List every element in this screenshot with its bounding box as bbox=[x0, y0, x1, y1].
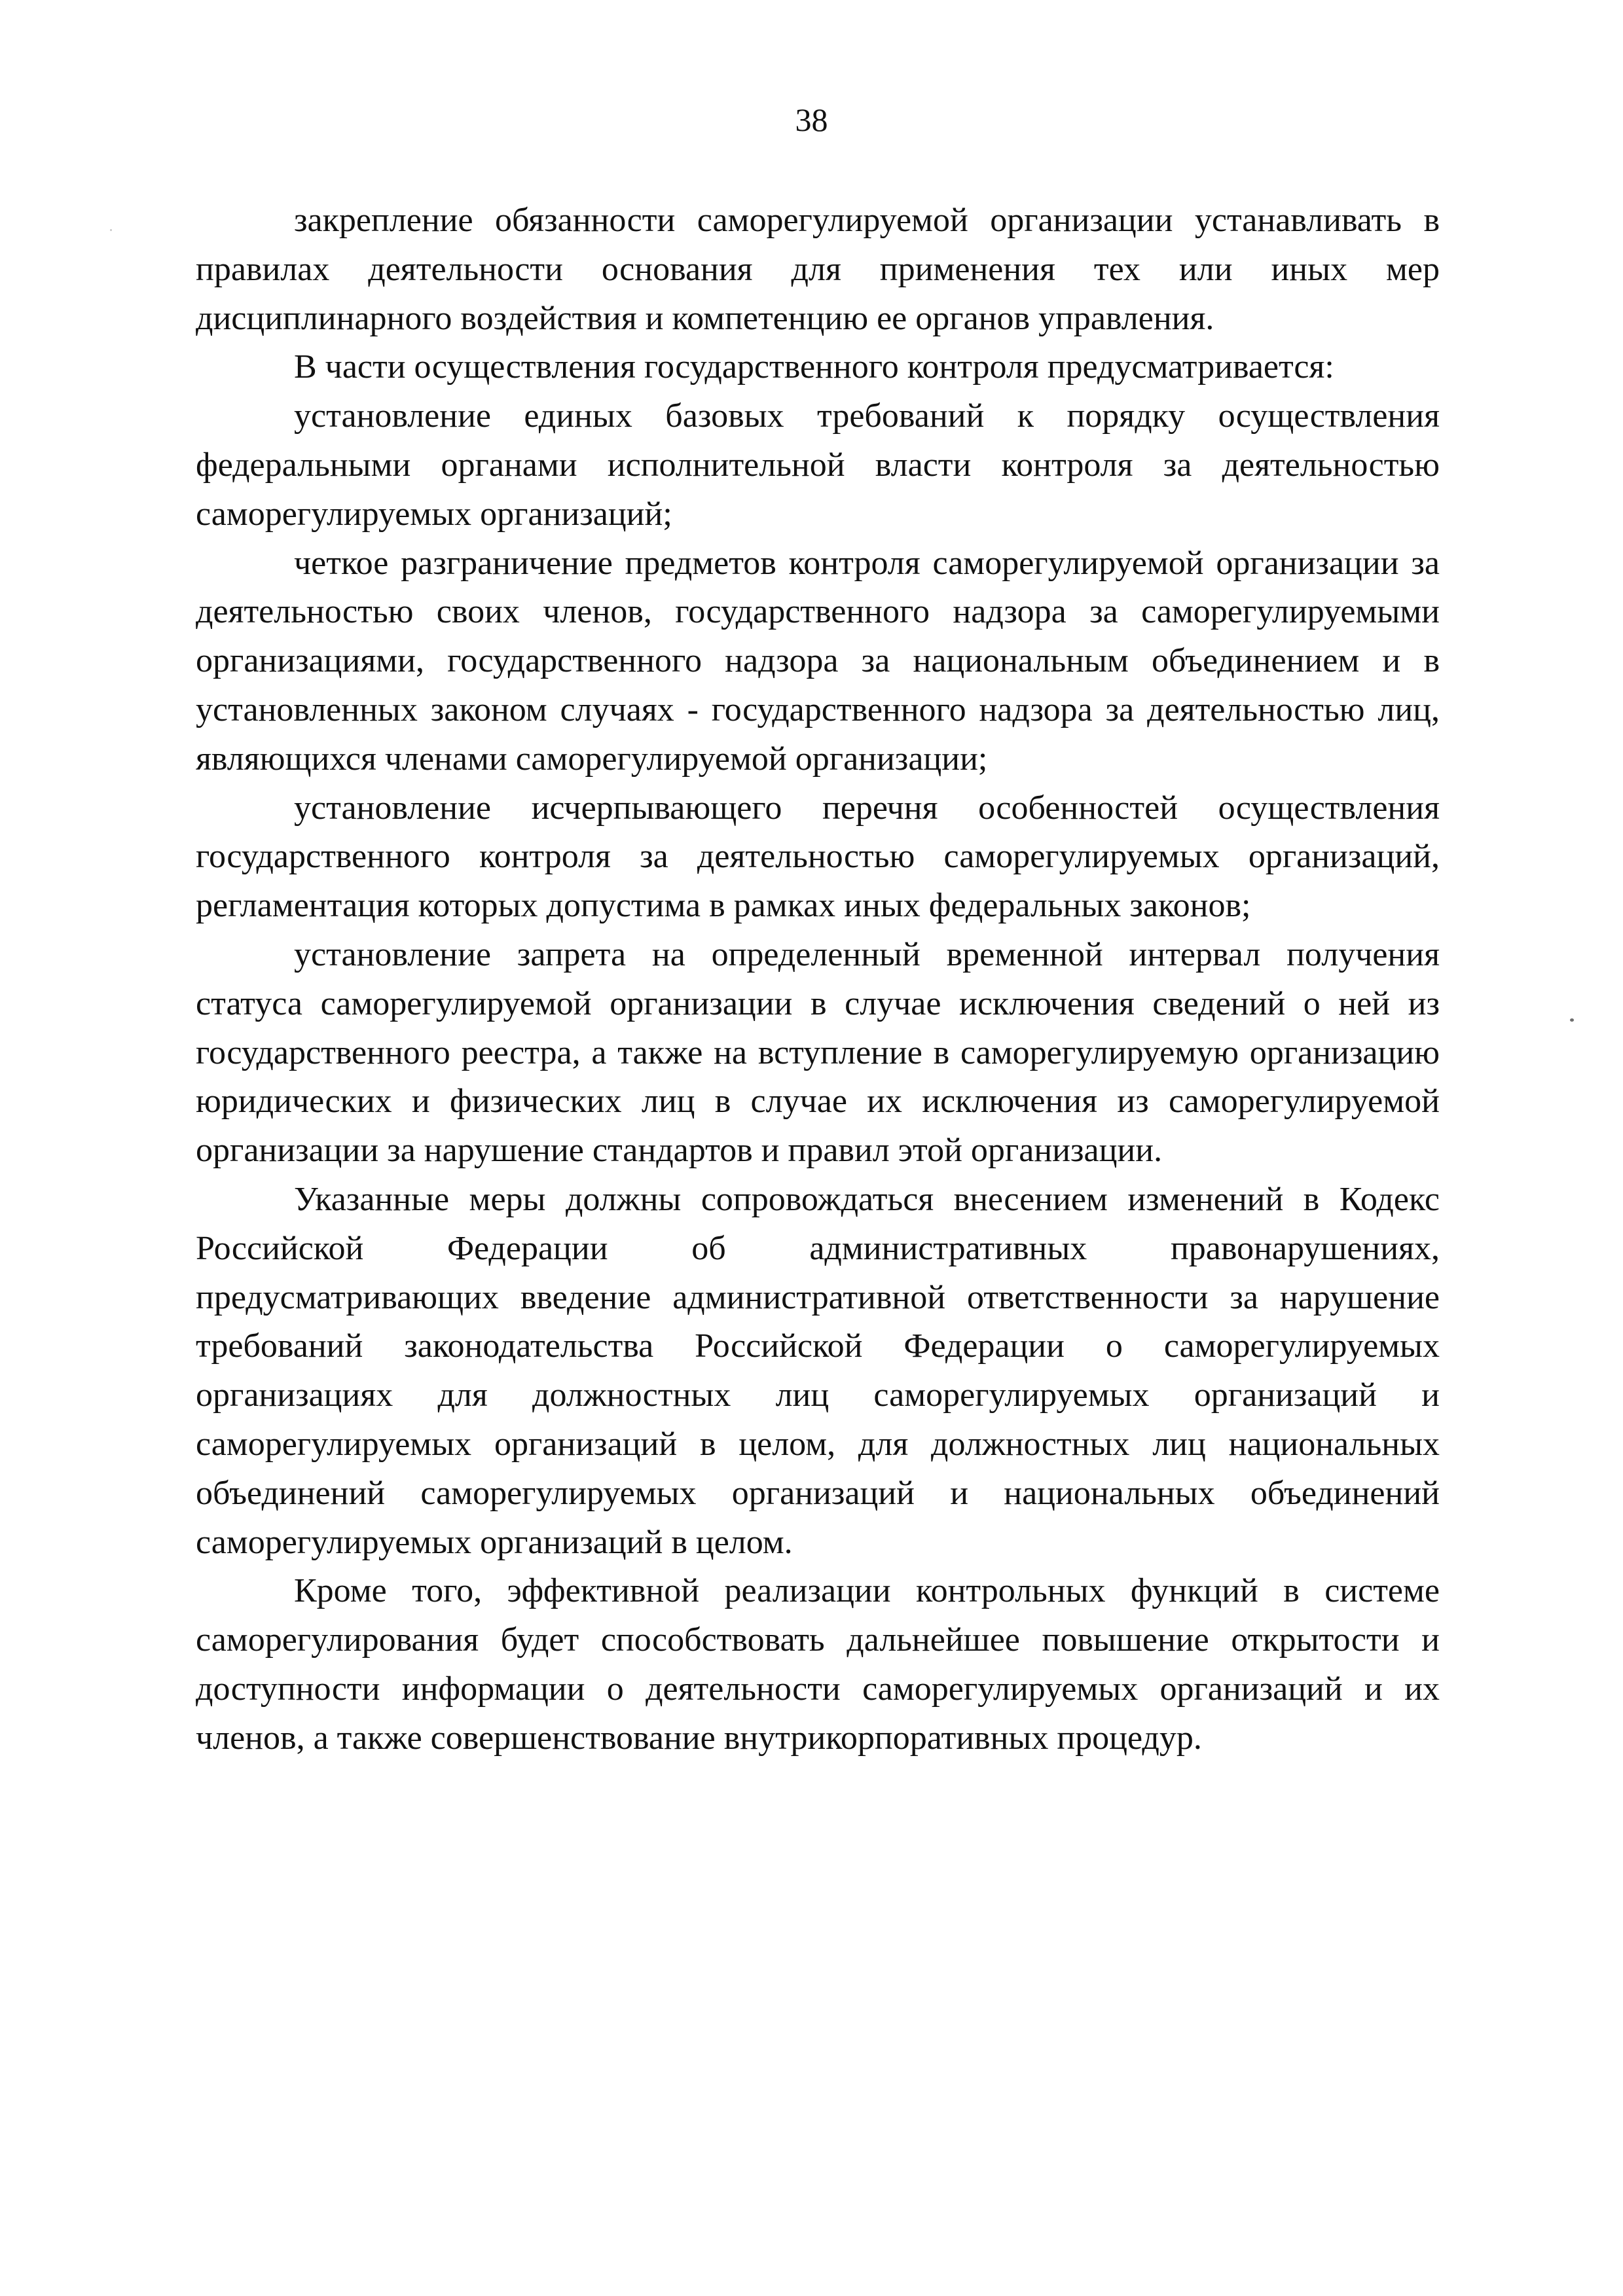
paragraph-base-requirements: установление единых базовых требований к порядку осуществления федеральными органами исполнительной власти контроля за деятельностью саморегулируемых организаций; bbox=[196, 397, 1440, 533]
paragraph-state-control-intro: В части осуществления государственного контроля предусматривается: bbox=[294, 348, 1334, 386]
paragraph-discipline-rules: закрепление обязанности саморегулируемой организации устанавливать в правилах деятельности основания для применения тех или иных мер дисциплинарного воздействия и компетенцию ее органов управления. bbox=[196, 202, 1440, 337]
paragraph-status-prohibition: установление запрета на определенный временной интервал получения статуса саморегулируемой организации в случае исключения сведений о ней из государственного реестра, а также на вступление в саморегулируемую организацию юридических и физических лиц в случае их исключения из саморегулируемой организации за нарушение стандартов и правил этой организации. bbox=[196, 935, 1440, 1170]
paragraph-control-delineation: четкое разграничение предметов контроля саморегулируемой организации за деятельностью своих членов, государственного надзора за саморегулируемыми организациями, государственного надзора за национальным объединением и в установленных законом случаях - государственного надзора за деятельностью лиц, являющихся членами саморегулируемой организации; bbox=[196, 544, 1440, 778]
document-body bbox=[196, 196, 1440, 1763]
paragraph-information-openness: Кроме того, эффективной реализации контрольных функций в системе саморегулирования будет способствовать дальнейшее повышение открытости и доступности информации о деятельности саморегулируемых организаций и их членов, а также совершенствование внутрикорпоративных процедур. bbox=[196, 1572, 1440, 1757]
page-number: 38 bbox=[795, 101, 828, 138]
scan-speck bbox=[1570, 1018, 1574, 1022]
paragraph-administrative-code: Указанные меры должны сопровождаться внесением изменений в Кодекс Российской Федерации об административных правонарушениях, предусматривающих введение административной ответственности за нарушение требований законодательства Российской Федерации о саморегулируемых организациях для должностных лиц саморегулируемых организаций и саморегулируемых организаций в целом, для должностных лиц национальных объединений саморегулируемых организаций и национальных объединений саморегулируемых организаций в целом. bbox=[196, 1180, 1440, 1561]
scan-speck bbox=[110, 229, 112, 231]
paragraph-exhaustive-list: установление исчерпывающего перечня особенностей осуществления государственного контроля за деятельностью саморегулируемых организаций, регламентация которых допустима в рамках иных федеральных законов; bbox=[196, 789, 1440, 925]
